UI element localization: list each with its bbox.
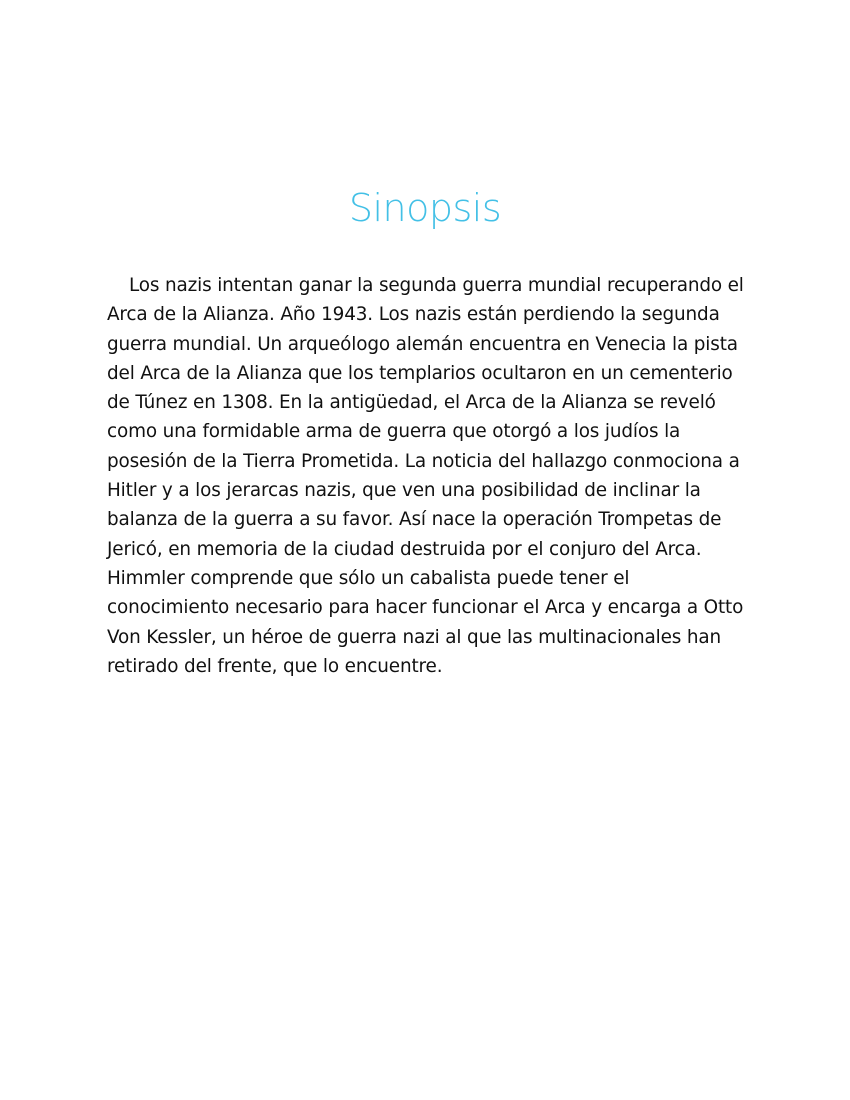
synopsis-paragraph: Los nazis intentan ganar la segunda guerra mundial recuperando el Arca de la Alianza. Año 1943. Los nazis están perdiendo la segunda guerra mundial. Un arqueólogo alemán encuentra en Venecia la pista del Arca de la Alianza que los templarios ocultaron en un cementerio de Túnez en 1308. En la antigüedad, el Arca de la Alianza se reveló como una formidable arma de guerra que otorgó a los judíos la posesión de la Tierra Prometida. La noticia del hallazgo conmociona a Hitler y a los jerarcas nazis, que ven una posibilidad de inclinar la balanza de la guerra a su favor. Así nace la operación Trompetas de Jericó, en memoria de la ciudad destruida por el conjuro del Arca. Himmler comprende que sólo un cabalista puede tener el conocimiento necesario para hacer funcionar el Arca y encarga a Otto Von Kessler, un héroe de guerra nazi al que las multinacionales han retirado del frente, que lo encuentre. xyxy=(107,275,744,677)
page-title: Sinopsis xyxy=(348,186,502,230)
